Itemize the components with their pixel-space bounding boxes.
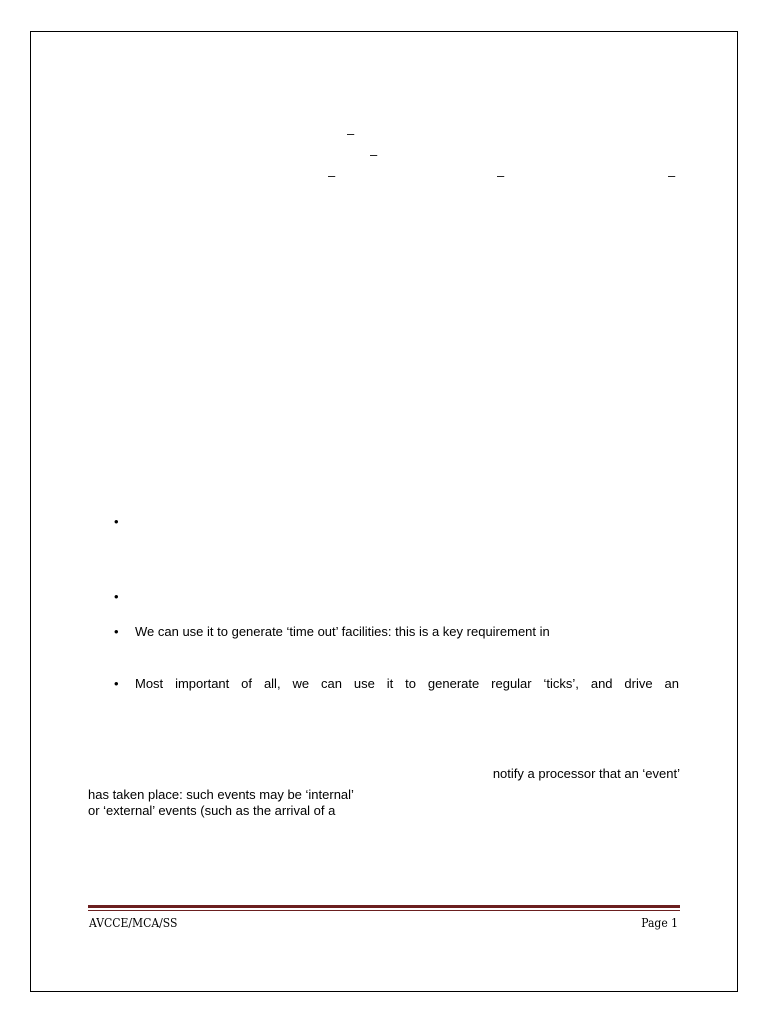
footer-rule <box>88 905 680 908</box>
bullet-marker: • <box>114 676 119 691</box>
footer-document-id: AVCCE/MCA/SS <box>89 916 178 930</box>
bullet-marker: • <box>114 514 119 529</box>
bullet-item-text: We can use it to generate ‘time out’ facilities: this is a key requirement in <box>135 624 550 639</box>
paragraph-line: or ‘external’ events (such as the arrival of a <box>88 803 336 818</box>
bullet-marker: • <box>114 624 119 639</box>
paragraph-line: notify a processor that an ‘event’ <box>492 766 680 781</box>
bullet-item-text: Most important of all, we can use it to generate regular ‘ticks’, and drive an <box>135 676 679 691</box>
title-dash: – <box>497 168 505 183</box>
page-border <box>30 31 738 992</box>
title-dash: – <box>668 168 676 183</box>
paragraph-line: has taken place: such events may be ‘internal’ <box>88 787 354 802</box>
title-dash: – <box>370 147 378 162</box>
title-dash: – <box>347 126 355 141</box>
footer-rule-thin <box>88 910 680 911</box>
bullet-marker: • <box>114 589 119 604</box>
page-number: Page 1 <box>641 916 678 930</box>
title-dash: – <box>328 168 336 183</box>
